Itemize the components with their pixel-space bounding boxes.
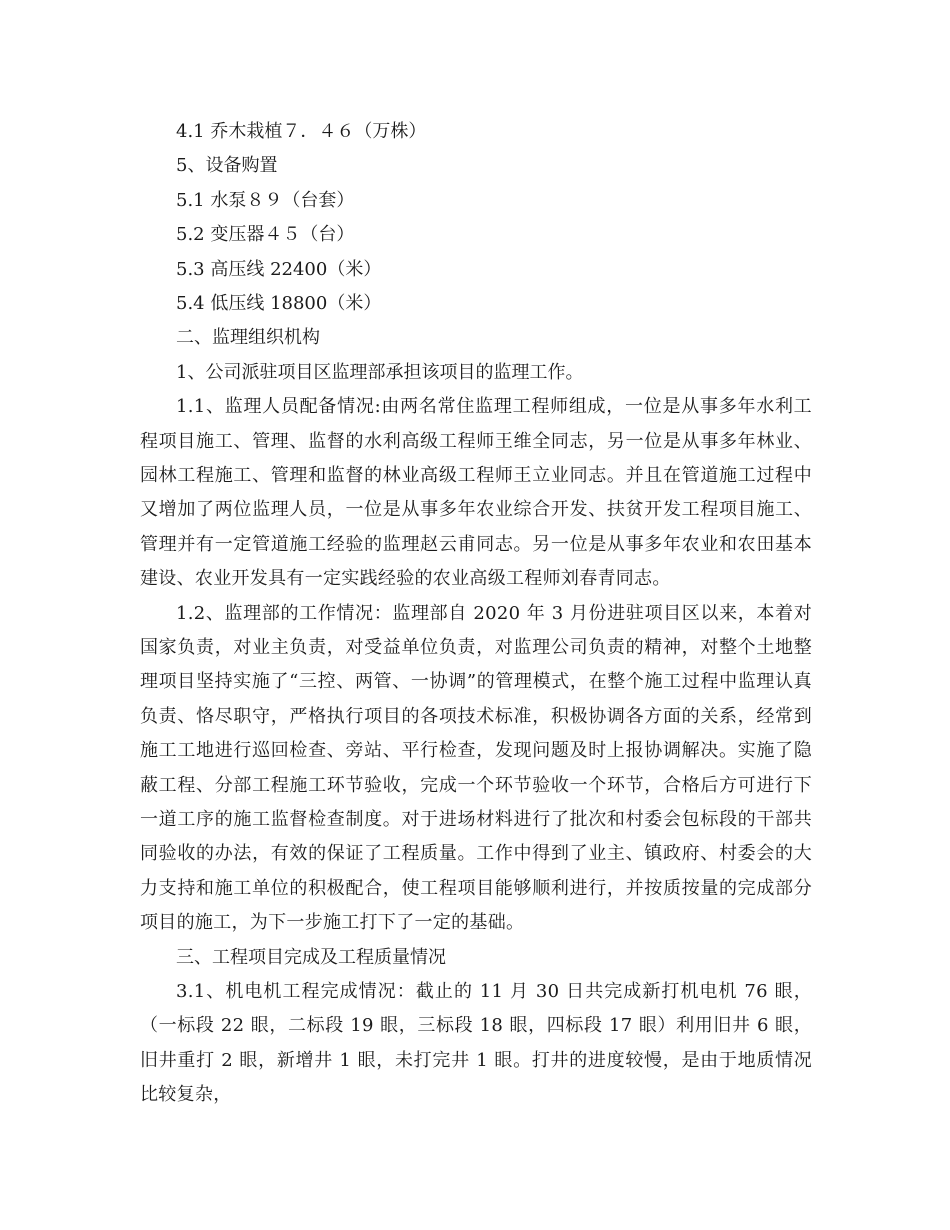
paragraph-1-2-work-status: 1.2、监理部的工作情况：监理部自 2020 年 3 月份进驻项目区以来，本着对国家负责，对业主负责，对受益单位负责，对监理公司负责的精神，对整个土地整理项目坚持实施了“三控、两管、一协调”的管理模式，在整个施工过程中监理认真负责、恪尽职守，严格执行项目的各项技术标准，积极协调各方面的关系，经常到施工工地进行巡回检查、旁站、平行检查，发现问题及时上报协调解决。实施了隐蔽工程、分部工程施工环节验收，完成一个环节验收一个环节，合格后方可进行下一道工序的施工监督检查制度。对于进场材料进行了批次和村委会包标段的干部共同验收的办法，有效的保证了工程质量。工作中得到了业主、镇政府、村委会的大力支持和施工单位的积极配合，使工程项目能够顺利进行，并按质按量的完成部分项目的施工，为下一步施工打下了一定的基础。 <box>140 602 812 934</box>
section-heading-supervision-organization: 二、监理组织机构 <box>176 327 320 349</box>
item-5-2-transformer: 5.2 变压器４５（台） <box>176 224 355 246</box>
paragraph-3-1-well-completion: 3.1、机电机工程完成情况：截止的 11 月 30 日共完成新打机电机 76 眼，（一标段 22 眼，二标段 19 眼，三标段 18 眼，四标段 17 眼）利用旧井 6 眼，旧井重打 2 眼，新增井 1 眼，未打完井 1 眼。打井的进度较慢，是由于地质情况比较复杂， <box>140 981 812 1106</box>
document-page <box>140 115 812 1113</box>
item-1-supervision-department: 1、公司派驻项目区监理部承担该项目的监理工作。 <box>176 361 584 383</box>
section-heading-project-completion: 三、工程项目完成及工程质量情况 <box>176 946 446 968</box>
paragraph-1-1-staffing: 1.1、监理人员配备情况:由两名常住监理工程师组成，一位是从事多年水利工程项目施工、管理、监督的水利高级工程师王维全同志，另一位是从事多年林业、园林工程施工、管理和监督的林业高级工程师王立业同志。并且在管道施工过程中又增加了两位监理人员，一位是从事多年农业综合开发、扶贫开发工程项目施工、管理并有一定管道施工经验的监理赵云甫同志。另一位是从事多年农业和农田基本建设、农业开发具有一定实践经验的农业高级工程师刘春青同志。 <box>140 396 812 590</box>
item-4-1-tree-planting: 4.1 乔木栽植７．４６（万株） <box>176 121 427 142</box>
section-5-equipment-purchase: 5、设备购置 <box>176 155 278 177</box>
item-5-4-low-voltage-line: 5.4 低压线 18800（米） <box>176 292 382 314</box>
item-5-3-high-voltage-line: 5.3 高压线 22400（米） <box>176 258 382 280</box>
item-5-1-water-pump: 5.1 水泵８９（台套） <box>176 189 355 211</box>
